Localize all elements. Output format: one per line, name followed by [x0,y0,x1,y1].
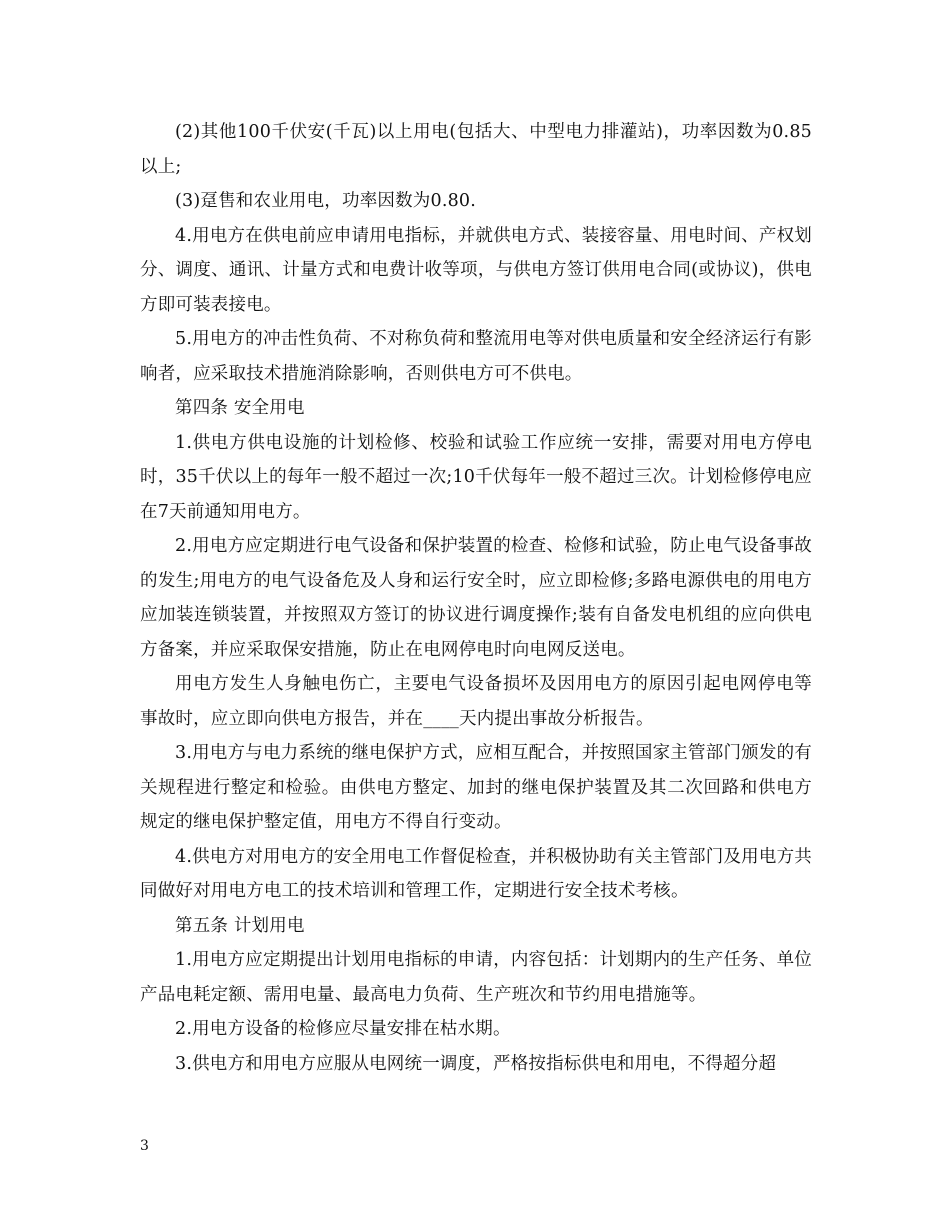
paragraph-apply-indicator: 4.用电方在供电前应申请用电指标，并就供电方式、装接容量、用电时间、产权划分、调度、通讯、计量方式和电费计收等项，与供电方签订供用电合同(或协议)，供电方即可装表接电。 [140,225,812,315]
page-number: 3 [140,1138,149,1154]
paragraph-relay-protection: 3.用电方与电力系统的继电保护方式，应相互配合，并按照国家主管部门颁发的有关规程进行整定和检验。由供电方整定、加封的继电保护装置及其二次回路和供电方规定的继电保护整定值，用电方不得自行变动。 [140,743,812,832]
paragraph-equipment-inspection: 2.用电方应定期进行电气设备和保护装置的检查、检修和试验，防止电气设备事故的发生;用电方的电气设备危及人身和运行安全时，应立即检修;多路电源供电的用电方应加装连锁装置，并按照双方签订的协议进行调度操作;装有自备发电机组的应向供电方备案，并应采取保安措施，防止在电网停电时向电网反送电。 [140,536,812,660]
section-heading-article-4: 第四条 安全用电 [175,398,305,418]
section-heading-article-5: 第五条 计划用电 [175,915,305,936]
paragraph-power-factor-080: (3)趸售和农业用电，功率因数为0.80. [175,191,477,211]
paragraph-safety-supervision: 4.供电方对用电方的安全用电工作督促检查，并积极协助有关主管部门及用电方共同做好对用电方电工的技术培训和管理工作，定期进行安全技术考核。 [140,846,812,901]
paragraph-planned-indicator: 1.用电方应定期提出计划用电指标的申请，内容包括：计划期内的生产任务、单位产品电耗定额、需用电量、最高电力负荷、生产班次和节约用电措施等。 [140,950,812,1005]
paragraph-accident-report: 用电方发生人身触电伤亡，主要电气设备损坏及因用电方的原因引起电网停电等事故时，应立即向供电方报告，并在____天内提出事故分析报告。 [140,674,812,729]
paragraph-dry-season: 2.用电方设备的检修应尽量安排在枯水期。 [175,1019,511,1039]
document-body [140,115,812,1081]
paragraph-planned-maintenance: 1.供电方供电设施的计划检修、校验和试验工作应统一安排，需要对用电方停电时，35千伏以上的每年一般不超过一次;10千伏每年一般不超过三次。计划检修停电应在7天前通知用电方。 [140,432,812,522]
paragraph-grid-dispatch: 3.供电方和用电方应服从电网统一调度，严格按指标供电和用电，不得超分超 [175,1053,777,1074]
paragraph-impact-load: 5.用电方的冲击性负荷、不对称负荷和整流用电等对供电质量和安全经济运行有影响者，应采取技术措施消除影响，否则供电方可不供电。 [140,329,812,384]
paragraph-power-factor-085: (2)其他100千伏安(千瓦)以上用电(包括大、中型电力排灌站)，功率因数为0.85以上; [140,122,812,177]
